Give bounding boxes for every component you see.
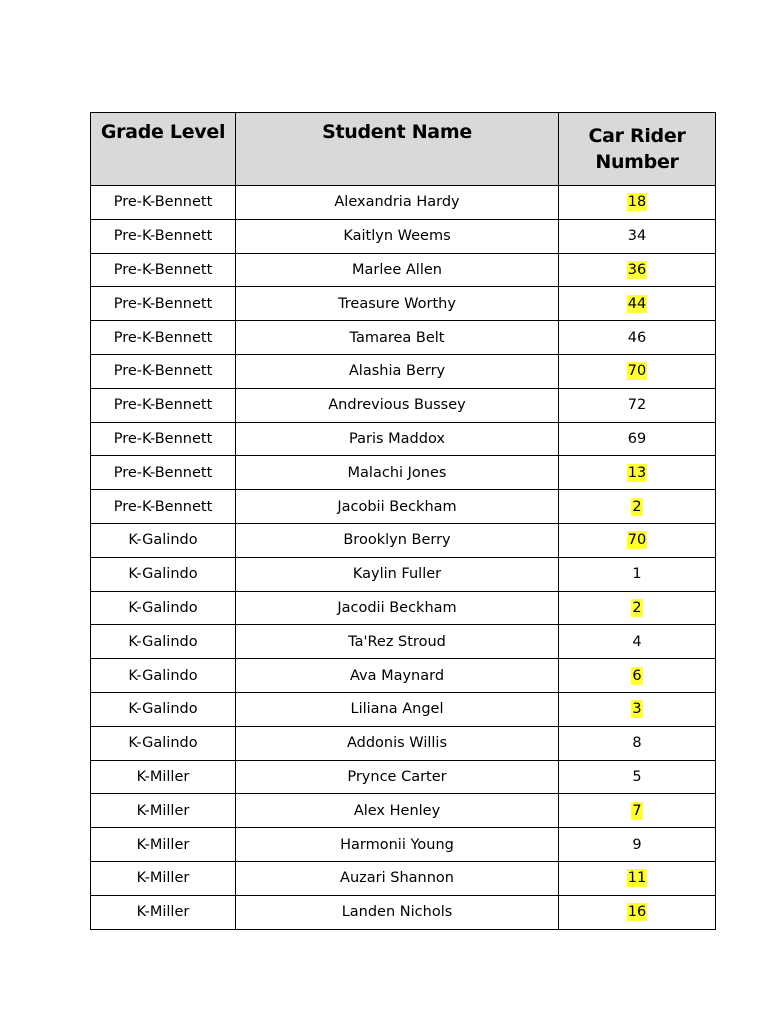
highlighted-number: 44 <box>627 295 647 312</box>
grade-level-cell: Pre-K-Bennett <box>91 456 236 490</box>
student-name-cell: Liliana Angel <box>236 692 559 726</box>
student-name-cell: Brooklyn Berry <box>236 523 559 557</box>
student-name-cell: Jacobii Beckham <box>236 490 559 524</box>
highlighted-number: 16 <box>627 904 647 921</box>
grade-level-cell: K-Galindo <box>91 625 236 659</box>
table-row <box>91 557 716 591</box>
highlighted-number: 70 <box>627 363 647 380</box>
grade-level-cell: K-Miller <box>91 760 236 794</box>
grade-level-cell: Pre-K-Bennett <box>91 490 236 524</box>
grade-level-cell: K-Miller <box>91 794 236 828</box>
student-name-cell: Alexandria Hardy <box>236 186 559 220</box>
student-name-cell: Kaitlyn Weems <box>236 219 559 253</box>
car-rider-number-cell <box>559 456 716 490</box>
grade-level-cell: Pre-K-Bennett <box>91 186 236 220</box>
highlighted-number: 36 <box>627 261 647 278</box>
table-row <box>91 287 716 321</box>
car-rider-number-cell <box>559 219 716 253</box>
car-rider-number-cell <box>559 692 716 726</box>
grade-level-cell: Pre-K-Bennett <box>91 287 236 321</box>
car-rider-number-cell <box>559 861 716 895</box>
grade-level-cell: K-Galindo <box>91 692 236 726</box>
header-student-name: Student Name <box>236 113 559 186</box>
table-row <box>91 726 716 760</box>
car-rider-number-cell <box>559 287 716 321</box>
student-name-cell: Prynce Carter <box>236 760 559 794</box>
highlighted-number: 2 <box>632 498 642 515</box>
table-row <box>91 456 716 490</box>
highlighted-number: 3 <box>632 701 642 718</box>
student-name-cell: Marlee Allen <box>236 253 559 287</box>
student-name-cell: Addonis Willis <box>236 726 559 760</box>
car-rider-number-cell <box>559 828 716 862</box>
highlighted-number: 6 <box>632 667 642 684</box>
number-value: 34 <box>627 228 647 245</box>
student-name-cell: Ava Maynard <box>236 659 559 693</box>
number-value: 8 <box>632 735 642 752</box>
highlighted-number: 13 <box>627 464 647 481</box>
car-rider-number-cell <box>559 388 716 422</box>
student-name-cell: Auzari Shannon <box>236 861 559 895</box>
table-row <box>91 861 716 895</box>
car-rider-number-cell <box>559 186 716 220</box>
grade-level-cell: K-Galindo <box>91 726 236 760</box>
table-row <box>91 388 716 422</box>
grade-level-cell: Pre-K-Bennett <box>91 321 236 355</box>
grade-level-cell: Pre-K-Bennett <box>91 253 236 287</box>
student-name-cell: Alex Henley <box>236 794 559 828</box>
number-value: 5 <box>632 768 642 785</box>
student-name-cell: Tamarea Belt <box>236 321 559 355</box>
grade-level-cell: K-Galindo <box>91 591 236 625</box>
number-value: 9 <box>632 836 642 853</box>
grade-level-cell: K-Galindo <box>91 659 236 693</box>
table-row <box>91 354 716 388</box>
grade-level-cell: K-Miller <box>91 895 236 929</box>
student-name-cell: Kaylin Fuller <box>236 557 559 591</box>
student-name-cell: Andrevious Bussey <box>236 388 559 422</box>
student-name-cell: Alashia Berry <box>236 354 559 388</box>
table-header <box>91 113 716 186</box>
number-value: 1 <box>632 566 642 583</box>
car-rider-number-cell <box>559 625 716 659</box>
car-rider-number-cell <box>559 726 716 760</box>
car-rider-table <box>90 112 716 930</box>
table-row <box>91 659 716 693</box>
grade-level-cell: K-Galindo <box>91 523 236 557</box>
grade-level-cell: K-Miller <box>91 828 236 862</box>
table-row <box>91 794 716 828</box>
car-rider-number-cell <box>559 253 716 287</box>
student-name-cell: Malachi Jones <box>236 456 559 490</box>
header-grade-level: Grade Level <box>91 113 236 186</box>
number-value: 69 <box>627 430 647 447</box>
grade-level-cell: Pre-K-Bennett <box>91 388 236 422</box>
table-row <box>91 895 716 929</box>
table-row <box>91 219 716 253</box>
student-name-cell: Harmonii Young <box>236 828 559 862</box>
number-value: 46 <box>627 329 647 346</box>
table-row <box>91 186 716 220</box>
car-rider-number-cell <box>559 794 716 828</box>
table-row <box>91 523 716 557</box>
table-row <box>91 490 716 524</box>
car-rider-number-cell <box>559 591 716 625</box>
highlighted-number: 18 <box>627 194 647 211</box>
table-row <box>91 422 716 456</box>
header-row <box>91 113 716 186</box>
grade-level-cell: K-Miller <box>91 861 236 895</box>
car-rider-number-cell <box>559 523 716 557</box>
car-rider-number-cell <box>559 490 716 524</box>
header-car-rider-number: Car Rider Number <box>559 113 716 186</box>
number-value: 72 <box>627 397 647 414</box>
car-rider-number-cell <box>559 422 716 456</box>
car-rider-number-cell <box>559 760 716 794</box>
car-rider-number-cell <box>559 557 716 591</box>
car-rider-number-cell <box>559 895 716 929</box>
student-name-cell: Treasure Worthy <box>236 287 559 321</box>
table-row <box>91 321 716 355</box>
grade-level-cell: Pre-K-Bennett <box>91 219 236 253</box>
car-rider-number-cell <box>559 659 716 693</box>
table-row <box>91 625 716 659</box>
number-value: 4 <box>632 633 642 650</box>
table-row <box>91 591 716 625</box>
student-name-cell: Jacodii Beckham <box>236 591 559 625</box>
highlighted-number: 7 <box>632 802 642 819</box>
grade-level-cell: Pre-K-Bennett <box>91 422 236 456</box>
table-row <box>91 760 716 794</box>
highlighted-number: 2 <box>632 599 642 616</box>
student-name-cell: Ta'Rez Stroud <box>236 625 559 659</box>
highlighted-number: 70 <box>627 532 647 549</box>
table-row <box>91 692 716 726</box>
highlighted-number: 11 <box>627 870 647 887</box>
grade-level-cell: Pre-K-Bennett <box>91 354 236 388</box>
table-row <box>91 253 716 287</box>
table-body <box>91 186 716 930</box>
car-rider-number-cell <box>559 321 716 355</box>
student-name-cell: Landen Nichols <box>236 895 559 929</box>
table-row <box>91 828 716 862</box>
car-rider-number-cell <box>559 354 716 388</box>
student-name-cell: Paris Maddox <box>236 422 559 456</box>
grade-level-cell: K-Galindo <box>91 557 236 591</box>
